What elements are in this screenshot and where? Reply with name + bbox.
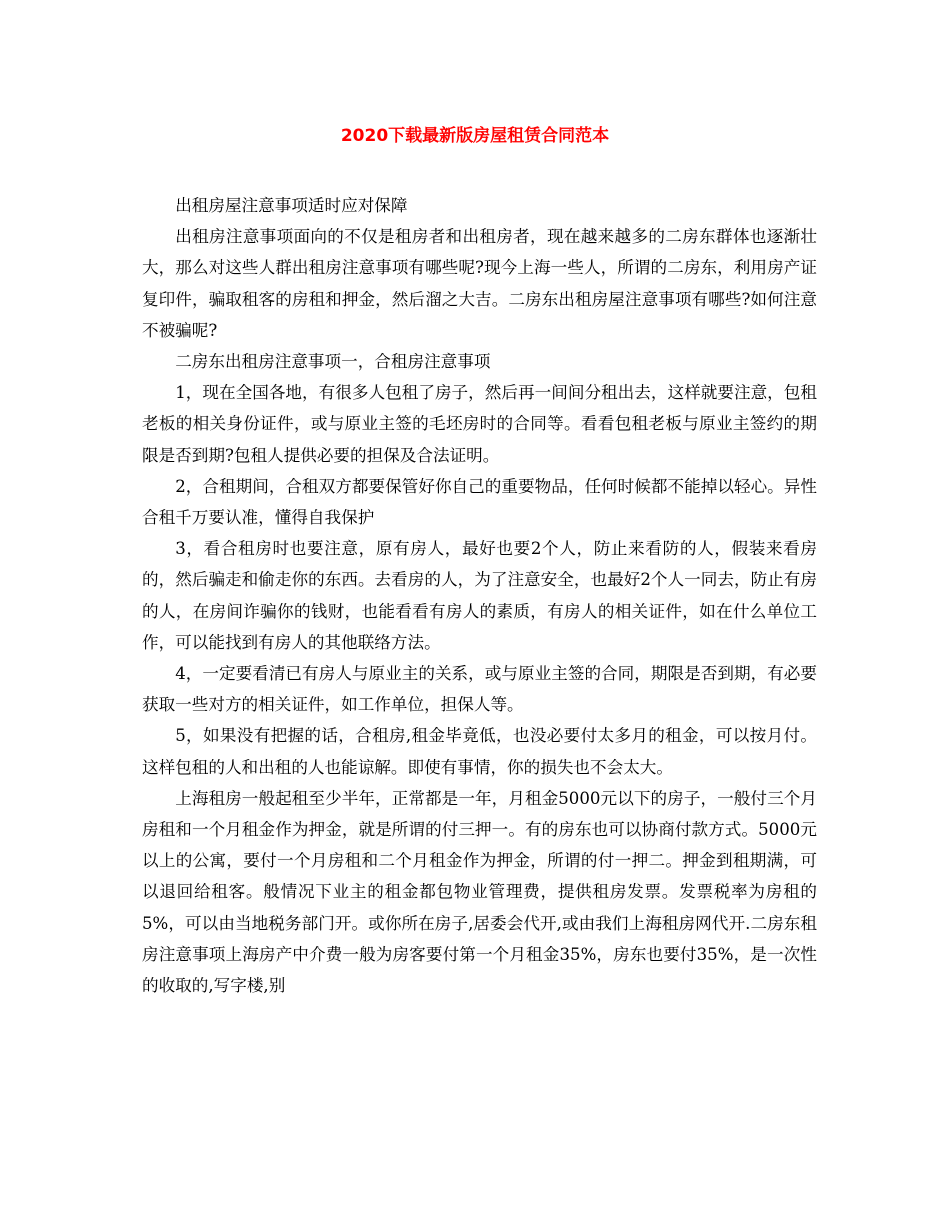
paragraph: 出租房注意事项面向的不仅是租房者和出租房者，现在越来越多的二房东群体也逐渐壮大，那么对这些人群出租房注意事项有哪些呢?现今上海一些人，所谓的二房东，利用房产证复印件，骗取租客的房租和押金，然后溜之大吉。二房东出租房屋注意事项有哪些?如何注意不被骗呢? xyxy=(142,227,817,340)
paragraph-item-3: 3，看合租房时也要注意，原有房人，最好也要2个人，防止来看防的人，假装来看房的，然后骗走和偷走你的东西。去看房的人，为了注意安全，也最好2个人一同去，防止有房的人，在房间诈骗你的钱财，也能看看有房人的素质，有房人的相关证件，如在什么单位工作，可以能找到有房人的其他联络方法。 xyxy=(142,539,817,652)
document-title: 2020下载最新版房屋租赁合同范本 xyxy=(340,126,610,146)
paragraph-item-1: 1，现在全国各地，有很多人包租了房子，然后再一间间分租出去，这样就要注意，包租老板的相关身份证件，或与原业主签的毛坯房时的合同等。看看包租老板与原业主签约的期限是否到期?包租人提供必要的担保及合法证明。 xyxy=(142,383,817,465)
paragraph-item-2: 2，合租期间，合租双方都要保管好你自己的重要物品，任何时候都不能掉以轻心。异性合租千万要认准，懂得自我保护 xyxy=(142,476,817,528)
paragraph-item-4: 4，一定要看清已有房人与原业主的关系，或与原业主签的合同，期限是否到期，有必要获取一些对方的相关证件，如工作单位，担保人等。 xyxy=(142,664,817,715)
paragraph-item-5: 5，如果没有把握的话，合租房,租金毕竟低，也没必要付太多月的租金，可以按月付。这样包租的人和出租的人也能谅解。即使有事情，你的损失也不会太大。 xyxy=(142,726,817,777)
document-body xyxy=(142,190,817,1001)
paragraph-heading: 出租房屋注意事项适时应对保障 xyxy=(175,196,408,215)
paragraph-subheading: 二房东出租房注意事项一，合租房注意事项 xyxy=(175,352,491,372)
paragraph: 上海租房一般起租至少半年，正常都是一年，月租金5000元以下的房子，一般付三个月房租和一个月租金作为押金，就是所谓的付三押一。有的房东也可以协商付款方式。5000元以上的公寓，要付一个月房租和二个月租金作为押金，所谓的付一押二。押金到租期满，可以退回给租客。般情况下业主的租金都包物业管理费，提供租房发票。发票税率为房租的5%，可以由当地税务部门开。或你所在房子,居委会代开,或由我们上海租房网代开.二房东租房注意事项上海房产中介费一般为房客要付第一个月租金35%，房东也要付35%，是一次性的收取的,写字楼,别 xyxy=(142,788,817,996)
